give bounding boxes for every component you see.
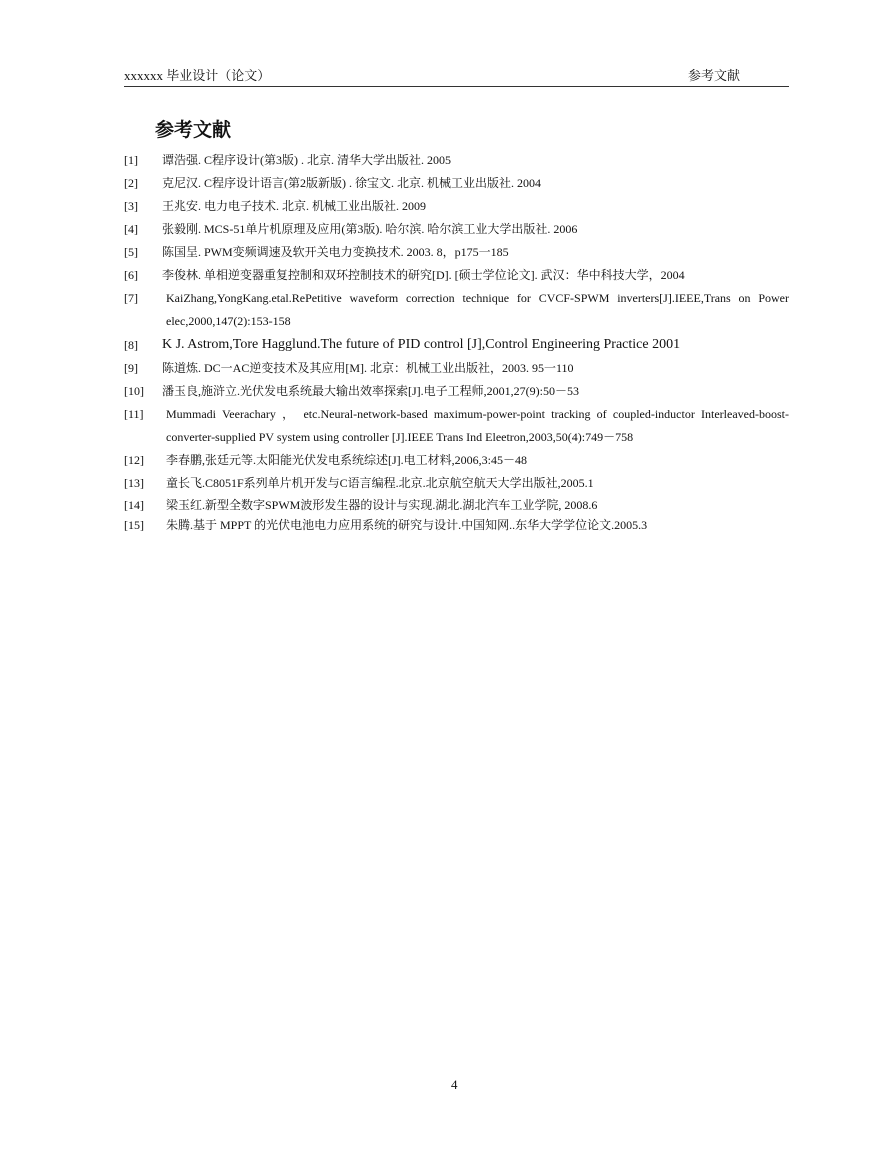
reference-text: 王兆安. 电力电子技术. 北京. 机械工业出版社. 2009 bbox=[162, 199, 427, 213]
reference-text: 潘玉良,施浒立.光伏发电系统最大输出效率探索[J].电子工程师,2001,27(9):50－53 bbox=[162, 384, 579, 398]
reference-item-15 bbox=[124, 515, 789, 535]
reference-item-11 bbox=[124, 403, 789, 449]
reference-item-7 bbox=[124, 287, 789, 333]
reference-item-2 bbox=[124, 172, 789, 195]
reference-item-9 bbox=[124, 357, 789, 380]
reference-list bbox=[124, 149, 789, 535]
reference-number: [1] bbox=[124, 153, 138, 167]
reference-number: [7] bbox=[124, 291, 138, 305]
reference-number: [12] bbox=[124, 453, 144, 467]
reference-text: Mummadi Veerachary ， etc.Neural-network-based maximum-power-point tracking of coupled-inductor Interleaved-boost-converter-supplied PV system using controller [J].IEEE Trans Ind Eleetron,2003,50(4):749－758 bbox=[166, 407, 789, 444]
reference-text: 张毅刚. MCS-51单片机原理及应用(第3版). 哈尔滨. 哈尔滨工业大学出版社. 2006 bbox=[162, 222, 578, 236]
reference-number: [6] bbox=[124, 268, 138, 282]
reference-number: [2] bbox=[124, 176, 138, 190]
reference-item-1 bbox=[124, 149, 789, 172]
reference-text: 谭浩强. C程序设计(第3版) . 北京. 清华大学出版社. 2005 bbox=[162, 153, 451, 167]
reference-number: [5] bbox=[124, 245, 138, 259]
reference-number: [11] bbox=[124, 407, 144, 421]
reference-item-6 bbox=[124, 264, 789, 287]
reference-number: [8] bbox=[124, 338, 138, 352]
reference-number: [4] bbox=[124, 222, 138, 236]
reference-number: [10] bbox=[124, 384, 144, 398]
references-heading: 参考文献 bbox=[155, 119, 232, 141]
reference-text: 李俊林. 单相逆变器重复控制和双环控制技术的研究[D]. [硕士学位论文]. 武汉：华中科技大学，2004 bbox=[162, 268, 685, 282]
header-section-title: 参考文献 bbox=[688, 68, 741, 83]
reference-number: [13] bbox=[124, 476, 144, 490]
reference-text: KaiZhang,YongKang.etal.RePetitive waveform correction technique for CVCF-SPWM inverters[J].IEEE,Trans on Power elec,2000,147(2):153-158 bbox=[166, 291, 789, 328]
reference-item-13 bbox=[124, 472, 789, 495]
reference-text: 克尼汉. C程序设计语言(第2版新版) . 徐宝文. 北京. 机械工业出版社. 2004 bbox=[162, 176, 541, 190]
reference-text: 陈国呈. PWM变频调速及软开关电力变换技术. 2003. 8，p175一185 bbox=[162, 245, 509, 259]
reference-item-5 bbox=[124, 241, 789, 264]
reference-item-3 bbox=[124, 195, 789, 218]
reference-item-12 bbox=[124, 449, 789, 472]
reference-item-10 bbox=[124, 380, 789, 403]
reference-item-8 bbox=[124, 333, 789, 357]
reference-text: 陈道炼. DC一AC逆变技术及其应用[M]. 北京：机械工业出版社，2003. 95一110 bbox=[162, 361, 574, 375]
page-header bbox=[124, 66, 789, 87]
reference-item-14 bbox=[124, 495, 789, 515]
reference-number: [14] bbox=[124, 498, 144, 512]
reference-number: [9] bbox=[124, 361, 138, 375]
reference-number: [3] bbox=[124, 199, 138, 213]
reference-text: 童长飞.C8051F系列单片机开发与C语言编程.北京.北京航空航天大学出版社,2005.1 bbox=[166, 476, 594, 490]
header-thesis-title: xxxxxx 毕业设计（论文） bbox=[124, 68, 271, 83]
reference-item-4 bbox=[124, 218, 789, 241]
reference-text: K J. Astrom,Tore Hagglund.The future of PID control [J],Control Engineering Practice 2001 bbox=[162, 337, 681, 352]
reference-text: 朱腾.基于 MPPT 的光伏电池电力应用系统的研究与设计.中国知网..东华大学学位论文.2005.3 bbox=[166, 518, 648, 532]
reference-text: 梁玉红.新型全数字SPWM波形发生器的设计与实现.湖北.湖北汽车工业学院, 2008.6 bbox=[166, 498, 598, 512]
reference-number: [15] bbox=[124, 518, 144, 532]
page-number: 4 bbox=[451, 1077, 458, 1092]
reference-text: 李春鹏,张廷元等.太阳能光伏发电系统综述[J].电工材料,2006,3:45－48 bbox=[166, 453, 527, 467]
